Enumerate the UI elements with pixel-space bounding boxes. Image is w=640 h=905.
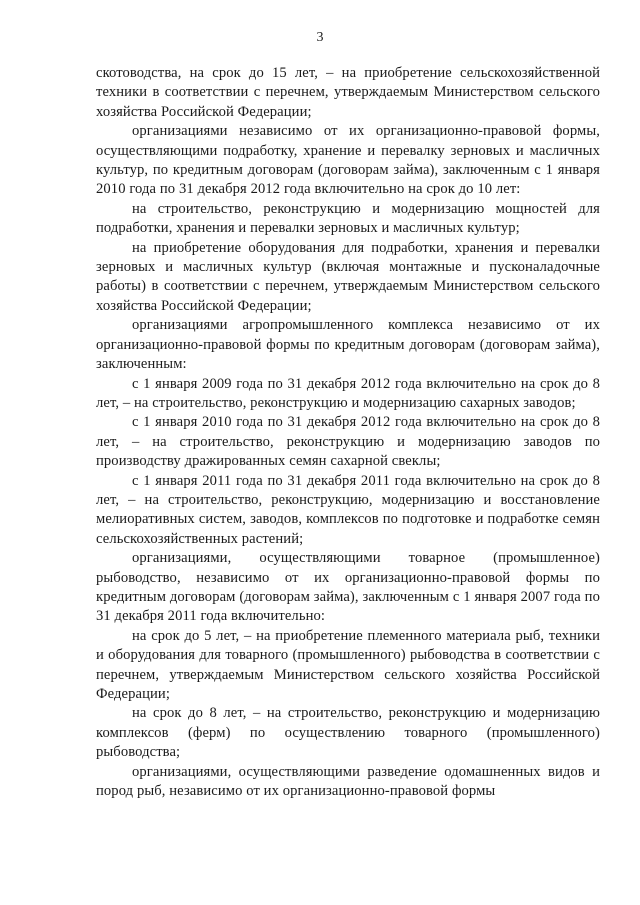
paragraph-1: скотоводства, на срок до 15 лет, – на приобретение сельскохозяйственной техники в соответствии с перечнем, утверждаемым Министерством сельского хозяйства Российской Федерации; [96,65,600,120]
paragraph-9: организациями, осуществляющими товарное (промышленное) рыбоводство, независимо от их организационно-правовой формы по кредитным договорам (договорам займа), заключенным с 1 января 2007 года по 31 декабря 2011 года включительно: [96,550,600,625]
paragraph-5: организациями агропромышленного комплекса независимо от их организационно-правовой формы по кредитным договорам (договорам займа), заключенным: [96,317,600,373]
page-number: 3 [316,30,324,45]
paragraph-10: на срок до 5 лет, – на приобретение племенного материала рыб, техники и оборудования для товарного (промышленного) рыбоводства в соответствии с перечнем, утверждаемым Министерством сельского хозяйства Российской Федерации; [96,627,600,702]
paragraph-11: на срок до 8 лет, – на строительство, реконструкцию и модернизацию комплексов (ферм) по осуществлению товарного (промышленного) рыбоводства; [96,705,600,761]
paragraph-12: организациями, осуществляющими разведение одомашненных видов и пород рыб, независимо от их организационно-правовой формы [96,763,600,800]
document-body [96,64,600,801]
paragraph-3: на строительство, реконструкцию и модернизацию мощностей для подработки, хранения и перевалки зерновых и масличных культур; [96,200,600,237]
paragraph-6: с 1 января 2009 года по 31 декабря 2012 года включительно на срок до 8 лет, – на строительство, реконструкцию и модернизацию сахарных заводов; [96,375,600,411]
paragraph-7: с 1 января 2010 года по 31 декабря 2012 года включительно на срок до 8 лет, – на строительство, реконструкцию и модернизацию заводов по производству дражированных семян сахарной свеклы; [96,414,600,470]
paragraph-2: организациями независимо от их организационно-правовой формы, осуществляющими подработку, хранение и перевалку зерновых и масличных культур, по кредитным договорам (договорам займа), заключенным с 1 января 2010 года по 31 декабря 2012 года включительно на срок до 10 лет: [96,123,600,198]
paragraph-4: на приобретение оборудования для подработки, хранения и перевалки зерновых и масличных культур (включая монтажные и пусконаладочные работы) в соответствии с перечнем, утверждаемым Министерством сельского хозяйства Российской Федерации; [96,239,600,314]
paragraph-8: с 1 января 2011 года по 31 декабря 2011 года включительно на срок до 8 лет, – на строительство, реконструкцию, модернизацию и восстановление мелиоративных систем, заводов, комплексов по подготовке и подработке семян сельскохозяйственных растений; [96,472,600,547]
